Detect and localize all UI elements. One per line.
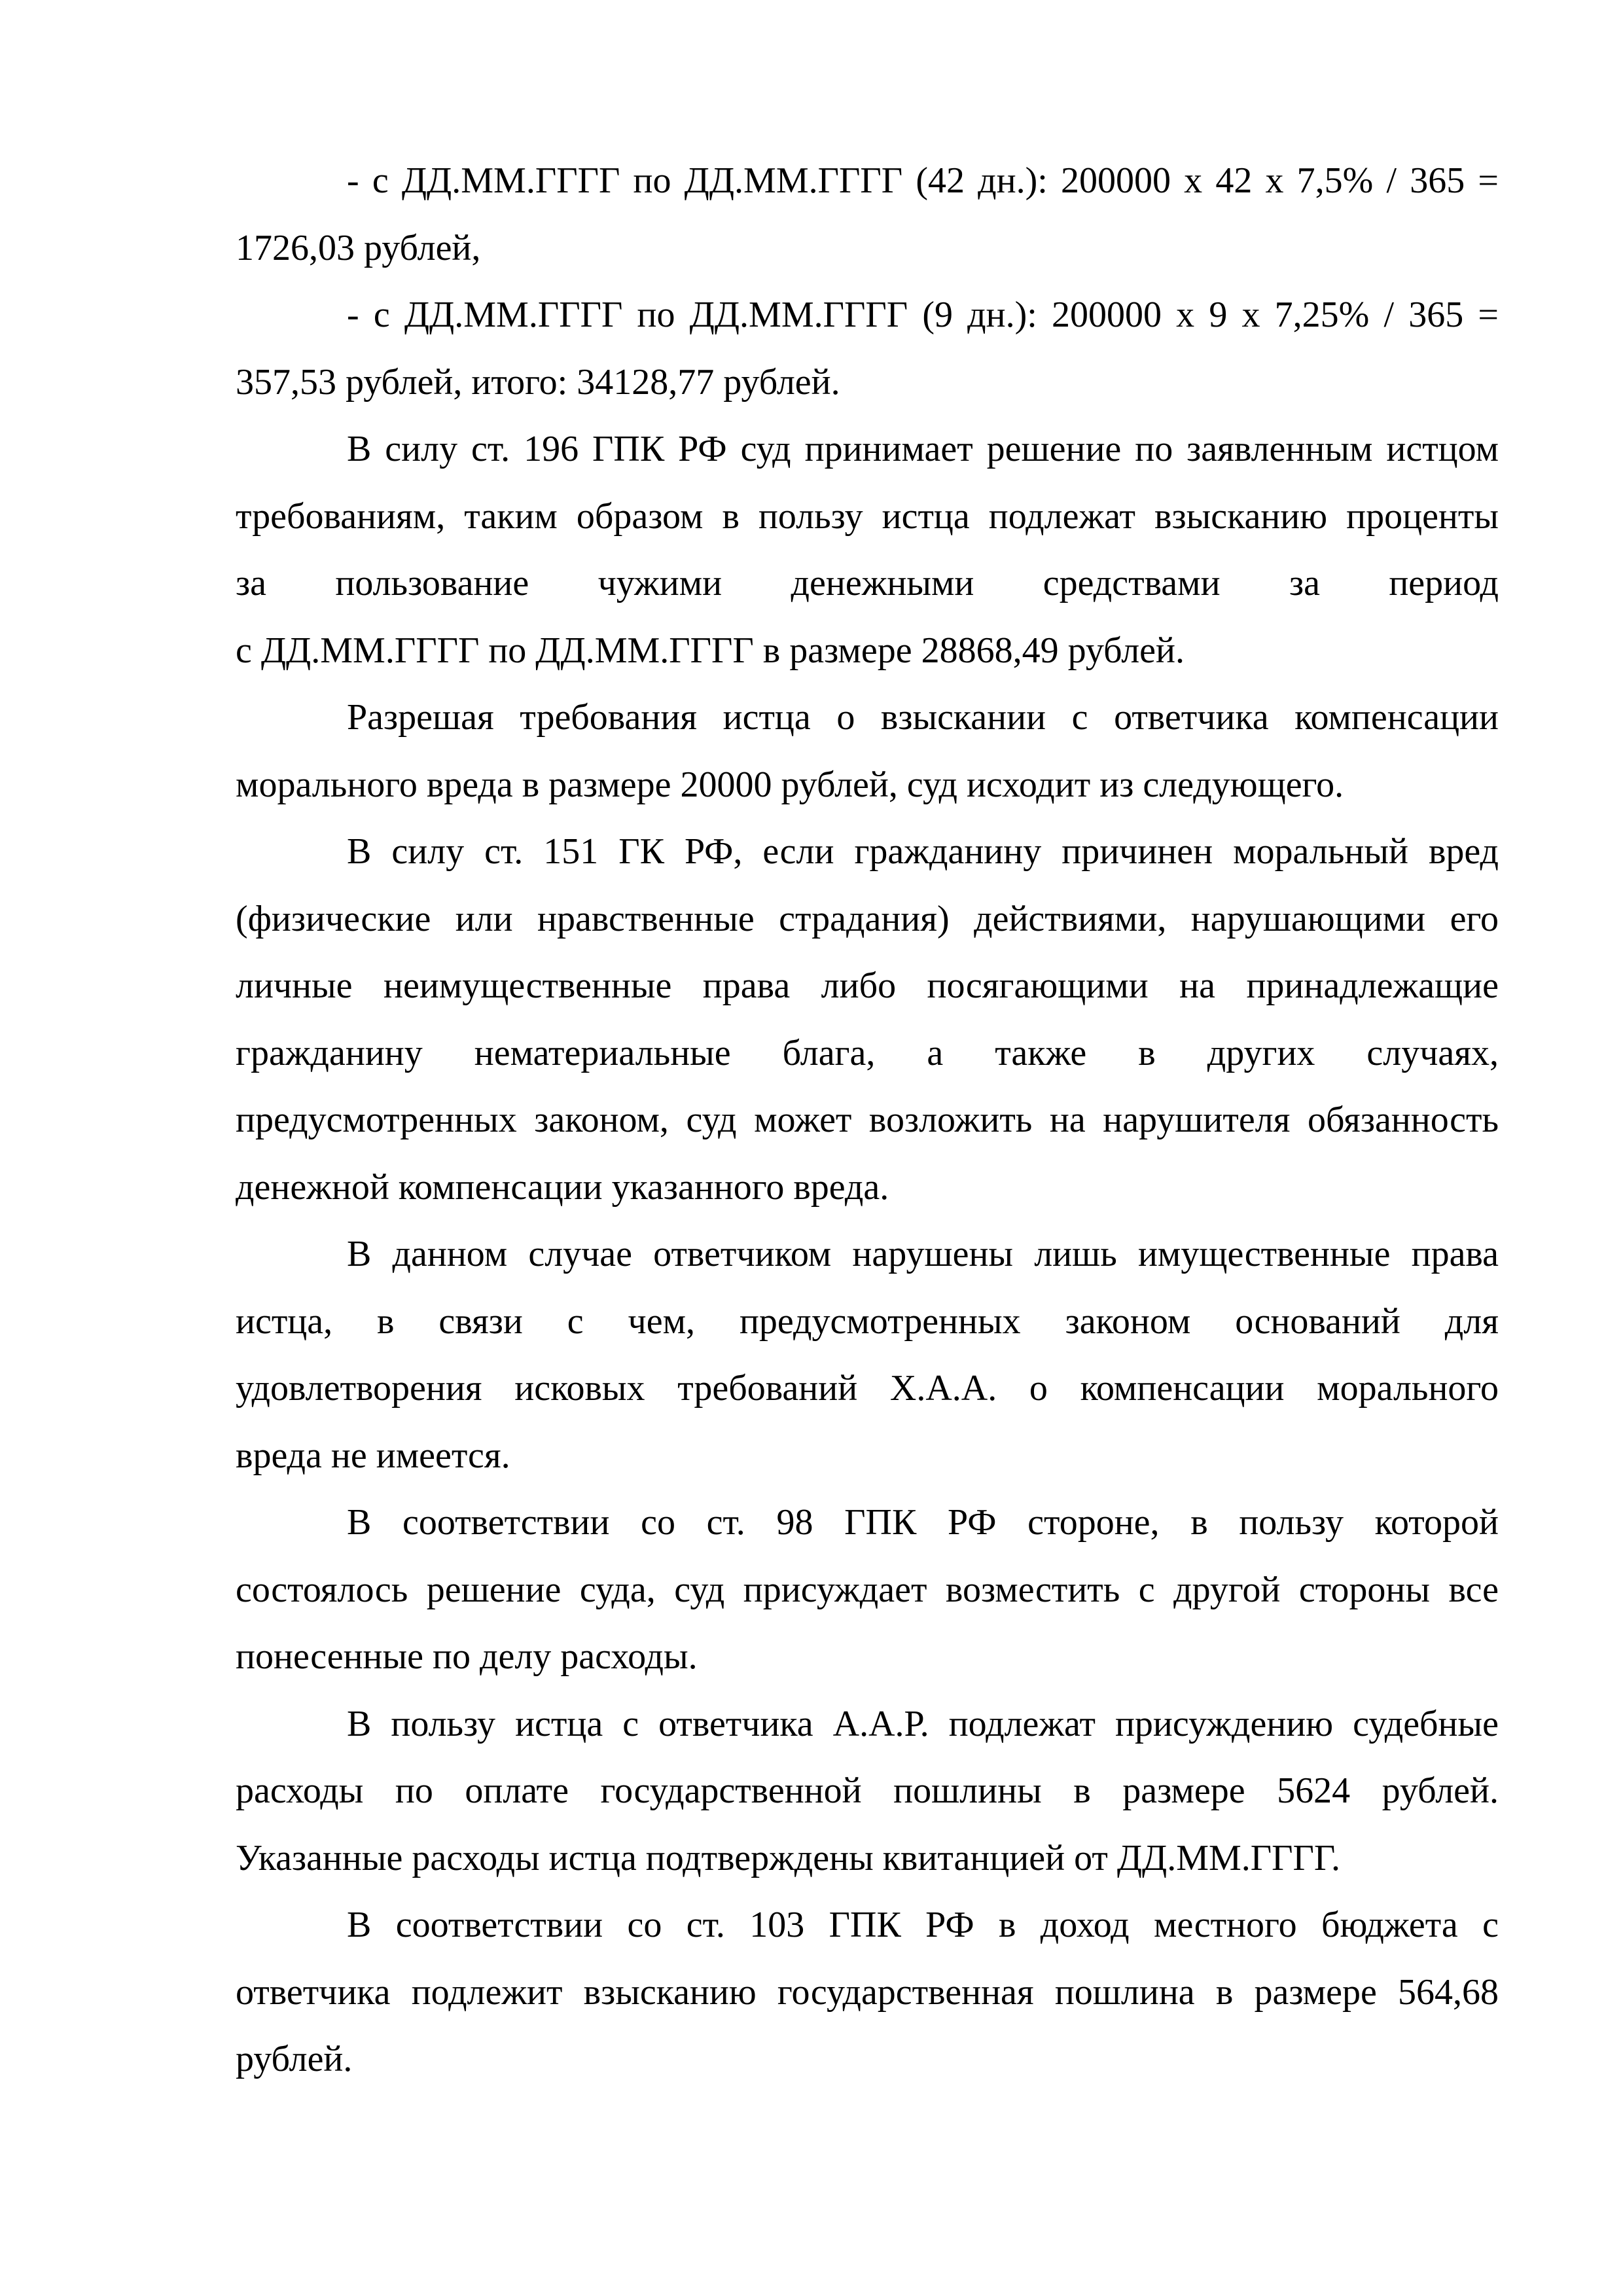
text-line-28: ответчика подлежит взысканию государственная пошлина в размере 564,68 [236,1971,1499,2013]
text-line-25: расходы по оплате государственной пошлины в размере 5624 рублей. [236,1770,1499,1811]
text-line-21: В соответствии со ст. 98 ГПК РФ стороне, в пользу которой [347,1502,1499,1543]
text-line-24: В пользу истца с ответчика А.А.Р. подлежат присуждению судебные [347,1703,1499,1744]
text-line-16: денежной компенсации указанного вреда. [236,1166,889,1208]
text-line-3: - с ДД.ММ.ГГГГ по ДД.ММ.ГГГГ (9 дн.): 200000 х 9 х 7,25% / 365 = [347,295,1499,335]
text-line-12: (физические или нравственные страдания) действиями, нарушающими его [236,898,1499,939]
text-line-22: состоялось решение суда, суд присуждает возместить с другой стороны все [236,1569,1499,1610]
text-line-26: Указанные расходы истца подтверждены квитанцией от ДД.ММ.ГГГГ. [236,1837,1340,1878]
text-line-8: с ДД.ММ.ГГГГ по ДД.ММ.ГГГГ в размере 28868,49 рублей. [236,630,1185,671]
text-line-14: гражданину нематериальные блага, а также в других случаях, [236,1032,1499,1073]
text-line-2: 1726,03 рублей, [236,227,481,268]
text-line-17: В данном случае ответчиком нарушены лишь имущественные права [347,1234,1499,1274]
text-line-18: истца, в связи с чем, предусмотренных законом оснований для [236,1300,1499,1342]
text-line-4: 357,53 рублей, итого: 34128,77 рублей. [236,361,840,403]
text-line-29: рублей. [236,2039,353,2079]
text-line-13: личные неимущественные права либо посягающими на принадлежащие [236,965,1499,1006]
document-text-block [236,147,1499,2093]
text-line-10: морального вреда в размере 20000 рублей, суд исходит из следующего. [236,764,1344,805]
text-line-20: вреда не имеется. [236,1435,510,1476]
text-line-7: за пользование чужими денежными средствами за период [236,563,1499,603]
text-line-19: удовлетворения исковых требований Х.А.А. о компенсации морального [236,1368,1499,1408]
text-line-15: предусмотренных законом, суд может возложить на нарушителя обязанность [236,1100,1499,1140]
text-line-27: В соответствии со ст. 103 ГПК РФ в доход местного бюджета с [347,1905,1499,1945]
text-line-9: Разрешая требования истца о взыскании с ответчика компенсации [347,697,1499,738]
text-line-6: требованиям, таким образом в пользу истца подлежат взысканию проценты [236,495,1499,537]
text-line-1: - с ДД.ММ.ГГГГ по ДД.ММ.ГГГГ (42 дн.): 200000 х 42 х 7,5% / 365 = [347,160,1499,201]
text-line-11: В силу ст. 151 ГК РФ, если гражданину причинен моральный вред [347,831,1499,872]
text-line-5: В силу ст. 196 ГПК РФ суд принимает решение по заявленным истцом [347,429,1499,469]
text-line-23: понесенные по делу расходы. [236,1636,698,1677]
